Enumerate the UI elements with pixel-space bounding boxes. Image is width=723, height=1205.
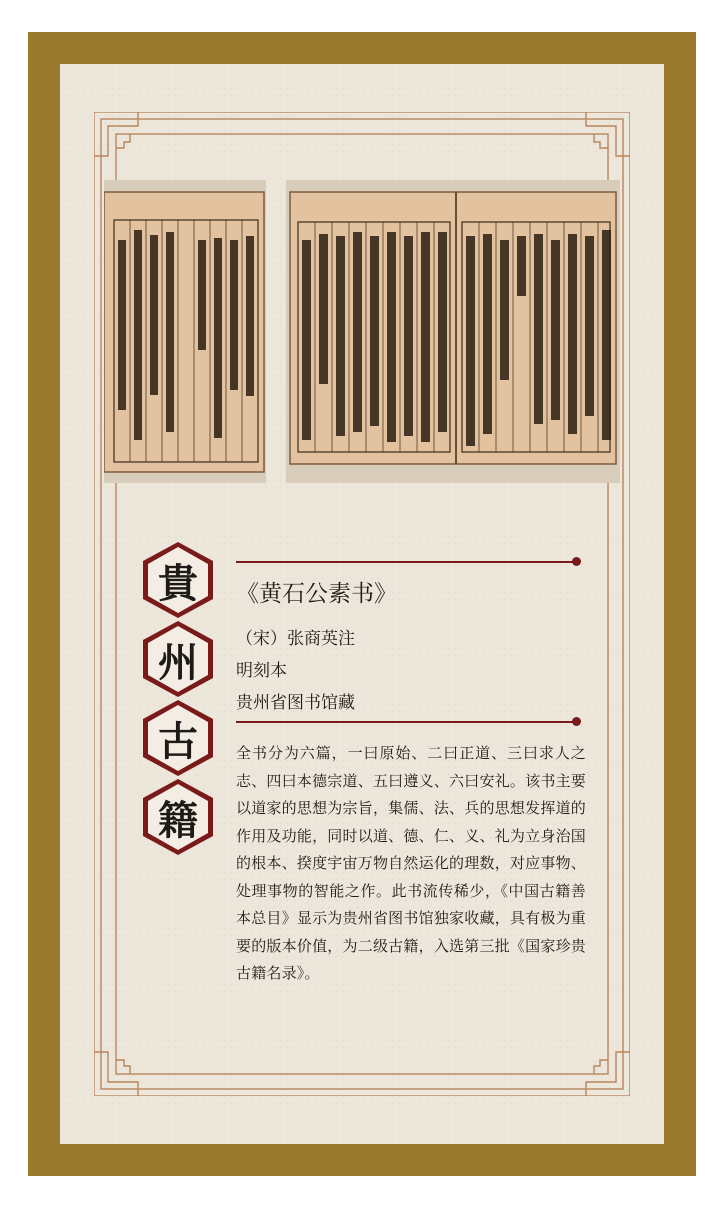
book-author: （宋）张商英注 xyxy=(236,629,355,649)
hex-char: 籍 xyxy=(158,796,198,844)
hex-badge xyxy=(138,698,218,778)
book-page-image xyxy=(104,180,266,483)
book-edition: 明刻本 xyxy=(236,661,287,681)
hex-badge xyxy=(138,619,218,699)
hex-char: 州 xyxy=(158,638,198,686)
book-spread-image xyxy=(286,180,620,483)
book-holder: 贵州省图书馆藏 xyxy=(236,693,355,713)
divider-line xyxy=(236,721,576,723)
divider-dot xyxy=(572,717,581,726)
divider-line xyxy=(236,561,576,563)
hex-char: 古 xyxy=(158,717,198,765)
divider-dot xyxy=(572,557,581,566)
book-title: 《黄石公素书》 xyxy=(236,581,397,607)
book-photo-left xyxy=(104,180,266,483)
hex-char: 貴 xyxy=(158,559,198,607)
hex-badge xyxy=(138,540,218,620)
hex-badge xyxy=(138,777,218,857)
book-photo-right xyxy=(286,180,620,483)
book-description: 全书分为六篇，一曰原始、二曰正道、三曰求人之志、四曰本德宗道、五曰遵义、六曰安礼。该书主要以道家的思想为宗旨，集儒、法、兵的思想发挥道的作用及功能，同时以道、德、仁、义、礼为立身治国的根本、揆度宇宙万物自然运化的理数，对应事物、处理事物的智能之作。此书流传稀少，《中国古籍善本总目》显示为贵州省图书馆独家收藏，具有极为重要的版本价值，为二级古籍，入选第三批《国家珍贵古籍名录》。 xyxy=(236,744,586,982)
